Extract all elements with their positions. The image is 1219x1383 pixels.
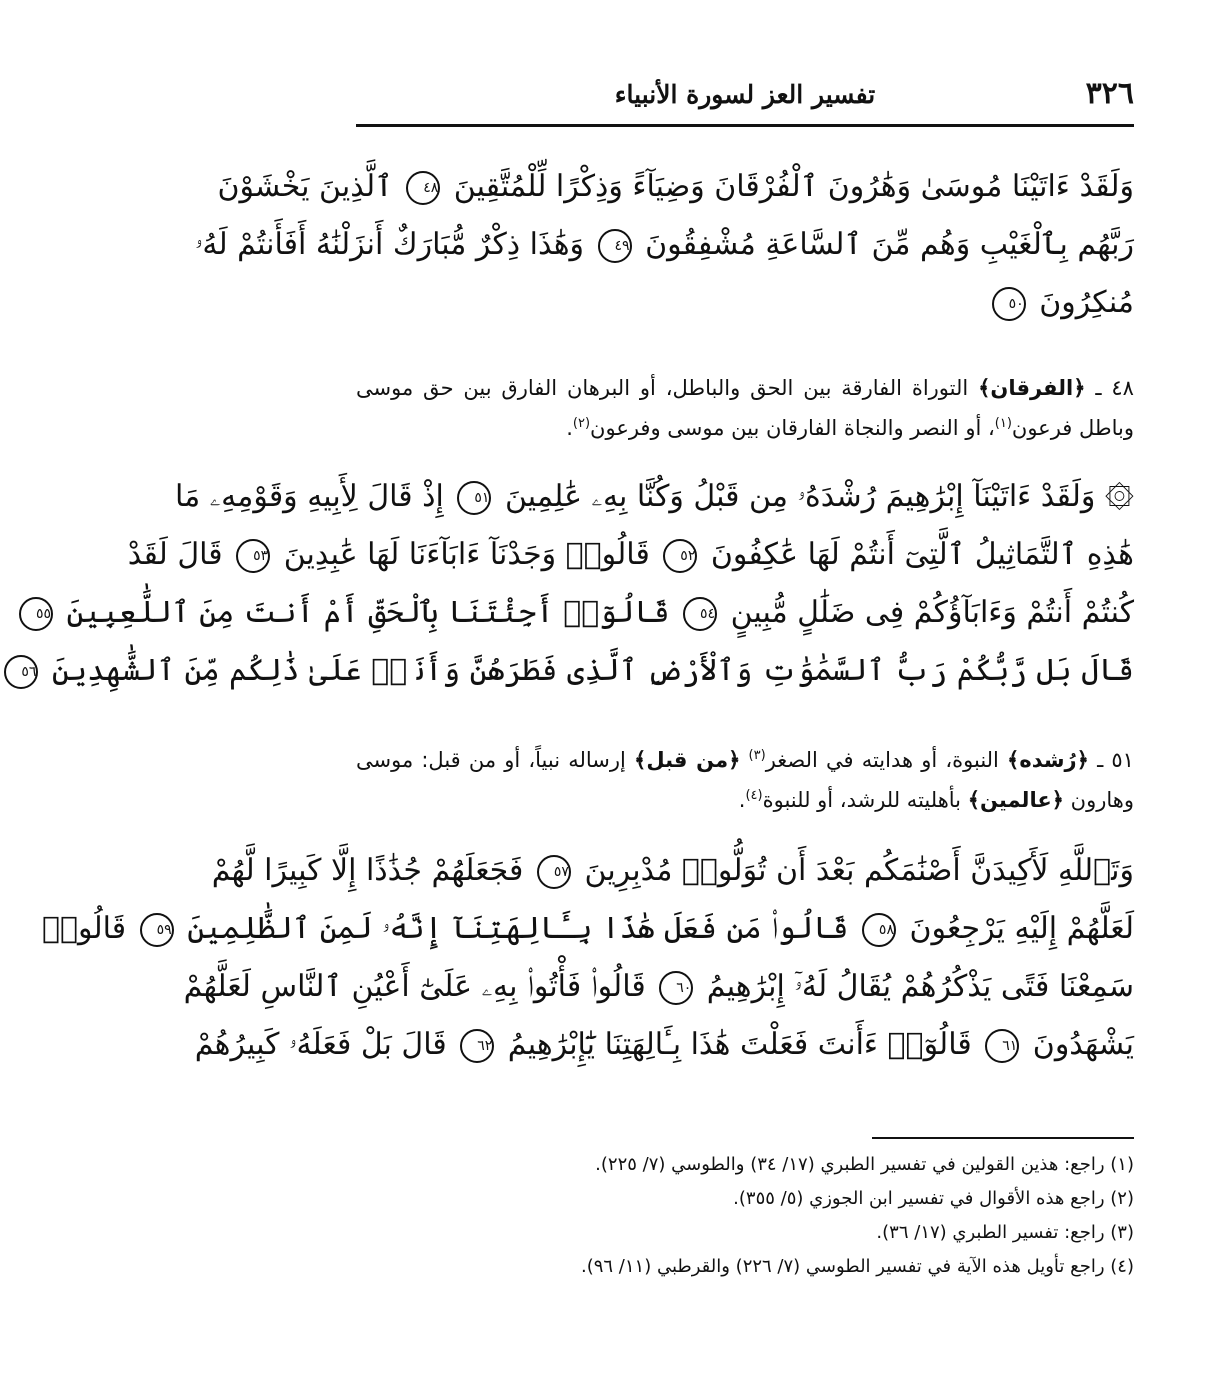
ayah-number-mark: ٦١	[985, 1029, 1019, 1063]
ayah-number-mark: ٥٦	[4, 655, 38, 689]
footnotes	[356, 1148, 1134, 1284]
page-number: ٣٢٦	[1085, 76, 1134, 111]
page-header	[356, 72, 1134, 127]
quran-verse-block-3	[41, 842, 1134, 1074]
footnote-ref[interactable]: (٤)	[745, 788, 763, 803]
footnote-ref[interactable]: (٣)	[748, 748, 766, 763]
ayah-number-mark: ٥٤	[683, 597, 717, 631]
footnote-3: (٣) راجع: تفسير الطبري (١٧/ ٣٦).	[876, 1222, 1134, 1243]
verse-line: يَشْهَدُونَ ٦١ قَالُوٓا۟ ءَأَنتَ فَعَلْتَ هَٰذَا بِـَٔالِهَتِنَا يَٰٓإِبْرَٰهِيمُ ٦٢ قَالَ بَلْ فَعَلَهُۥ كَبِيرُهُمْ	[194, 1027, 1134, 1062]
verse-line: هَٰذِهِ ٱلتَّمَاثِيلُ ٱلَّتِىٓ أَنتُمْ لَهَا عَٰكِفُونَ ٥٢ قَالُوا۟ وَجَدْنَآ ءَابَآءَنَا لَهَا عَٰبِدِينَ ٥٣ قَالَ لَقَدْ	[127, 537, 1134, 572]
ayah-number-mark: ٤٩	[598, 229, 632, 263]
commentary-verse-48: ٤٨ ـ ﴿الفرقان﴾ التوراة الفارقة بين الحق والباطل، أو البرهان الفارق بين حق موسى وباطل فرعون$^{(١)}$، أو النصر والنجاة الفارقان بين موسى وفرعون$^{(٢)}$.	[356, 376, 1134, 440]
verse-line: كُنتُمْ أَنتُمْ وَءَابَآؤُكُمْ فِى ضَلَٰلٍ مُّبِينٍ ٥٤ قَالُوٓا۟ أَجِئْتَنَا بِٱلْحَقِّ أَمْ أَنتَ مِنَ ٱللَّٰعِبِينَ ٥٥	[356, 584, 1134, 642]
ayah-number-mark: ٦٠	[659, 971, 693, 1005]
ayah-number-mark: ٥٣	[236, 539, 270, 573]
verse-line: مُنكِرُونَ ٥٠	[356, 274, 1134, 332]
book-page	[21, 0, 1219, 1383]
ayah-number-mark: ٥١	[457, 481, 491, 515]
quran-verse-block-1	[194, 158, 1134, 332]
commentary-verse-51: ٥١ ـ ﴿رُشده﴾ النبوة، أو هدايته في الصغر$^{(٣)}$ ﴿من قبل﴾ إرساله نبياً، أو من قبل: موسى وهارون ﴿عالمين﴾ بأهليته للرشد، أو للنبوة$^{(٤)}$.	[356, 748, 1134, 812]
verse-line: سَمِعْنَا فَتًى يَذْكُرُهُمْ يُقَالُ لَهُۥٓ إِبْرَٰهِيمُ ٦٠ قَالُوا۟ فَأْتُوا۟ بِهِۦ عَلَىٰٓ أَعْيُنِ ٱلنَّاسِ لَعَلَّهُمْ	[183, 969, 1134, 1004]
ayah-number-mark: ٤٨	[406, 171, 440, 205]
footnote-1: (١) راجع: هذين القولين في تفسير الطبري (١٧/ ٣٤) والطوسي (٧/ ٢٢٥).	[595, 1154, 1134, 1175]
ayah-number-mark: ٦٢	[460, 1029, 494, 1063]
footnote-ref[interactable]: (١)	[994, 416, 1012, 431]
verse-line: قَالَ بَل رَّبُّكُمْ رَبُّ ٱلسَّمَٰوَٰتِ وَٱلْأَرْضِ ٱلَّذِى فَطَرَهُنَّ وَأَنَا۠ عَلَىٰ ذَٰلِكُم مِّنَ ٱلشَّٰهِدِينَ ٥٦	[356, 642, 1134, 700]
verse-line: لَعَلَّهُمْ إِلَيْهِ يَرْجِعُونَ ٥٨ قَالُوا۟ مَن فَعَلَ هَٰذَا بِـَٔالِهَتِنَآ إِنَّهُۥ لَمِنَ ٱلظَّٰلِمِينَ ٥٩ قَالُوا۟	[41, 911, 1134, 946]
footnote-separator	[872, 1137, 1134, 1139]
footnote-ref[interactable]: (٢)	[572, 416, 591, 431]
verse-line: ۞ وَلَقَدْ ءَاتَيْنَآ إِبْرَٰهِيمَ رُشْدَهُۥ مِن قَبْلُ وَكُنَّا بِهِۦ عَٰلِمِينَ ٥١ إِذْ قَالَ لِأَبِيهِ وَقَوْمِهِۦ مَا	[175, 479, 1134, 514]
ayah-number-mark: ٥٩	[140, 913, 174, 947]
footnote-2: (٢) راجع هذه الأقوال في تفسير ابن الجوزي (٥/ ٣٥٥).	[733, 1188, 1134, 1209]
ayah-number-mark: ٥٥	[19, 597, 53, 631]
verse-line: وَتَٱللَّهِ لَأَكِيدَنَّ أَصْنَٰمَكُم بَعْدَ أَن تُوَلُّوا۟ مُدْبِرِينَ ٥٧ فَجَعَلَهُمْ جُذَٰذًا إِلَّا كَبِيرًا لَّهُمْ	[211, 853, 1134, 888]
verse-line: وَلَقَدْ ءَاتَيْنَا مُوسَىٰ وَهَٰرُونَ ٱلْفُرْقَانَ وَضِيَآءً وَذِكْرًا لِّلْمُتَّقِينَ ٤٨ ٱلَّذِينَ يَخْشَوْنَ	[217, 169, 1134, 204]
verse-line: رَبَّهُم بِٱلْغَيْبِ وَهُم مِّنَ ٱلسَّاعَةِ مُشْفِقُونَ ٤٩ وَهَٰذَا ذِكْرٌ مُّبَارَكٌ أَنزَلْنَٰهُ أَفَأَنتُمْ لَهُۥ	[194, 227, 1134, 262]
ayah-number-mark: ٥٧	[537, 855, 571, 889]
ayah-number-mark: ٥٨	[862, 913, 896, 947]
ayah-number-mark: ٥٠	[992, 287, 1026, 321]
running-title: تفسير العز لسورة الأنبياء	[614, 80, 876, 109]
ayah-number-mark: ٥٢	[663, 539, 697, 573]
footnote-4: (٤) راجع تأويل هذه الآية في تفسير الطوسي (٧/ ٢٢٦) والقرطبي (١١/ ٩٦).	[580, 1256, 1134, 1277]
quran-verse-block-2	[21, 468, 1134, 700]
